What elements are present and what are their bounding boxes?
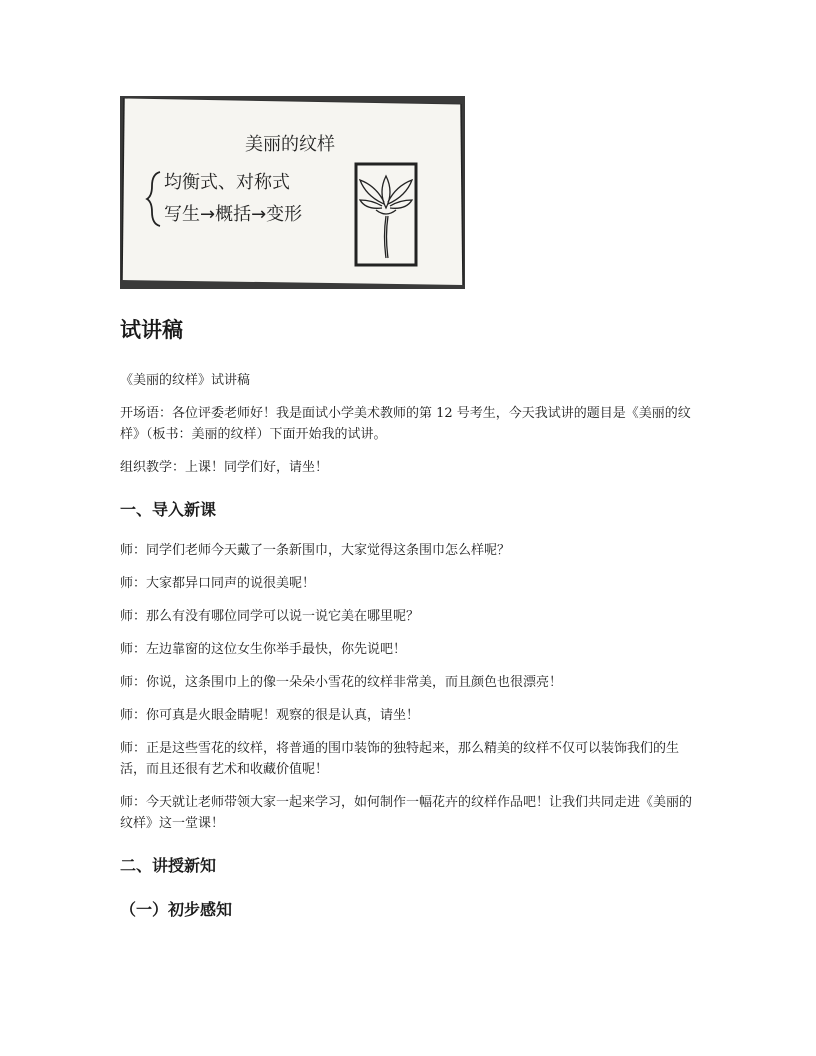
- section2-heading: 二、讲授新知: [120, 856, 217, 875]
- page-title: 试讲稿: [120, 318, 183, 342]
- section1-heading: 一、导入新课: [120, 500, 217, 519]
- dialogue-line: 师：那么有没有哪位同学可以说一说它美在哪里呢？: [120, 609, 420, 624]
- dialogue-line: 师：你说，这条围巾上的像一朵朵小雪花的纹样非常美，而且颜色也很漂亮！: [120, 675, 563, 690]
- board-line1: 均衡式、对称式: [164, 172, 290, 193]
- board-title: 美丽的纹样: [245, 134, 335, 155]
- blackboard-sketch: [120, 96, 465, 289]
- blackboard-photo: [120, 96, 465, 289]
- opening-paragraph: 开场语：各位评委老师好！我是面试小学美术教师的第 12 号考生，今天我试讲的题目是《美丽的纹样》（板书：美丽的纹样）下面开始我的试讲。: [120, 406, 691, 442]
- dialogue-line: 师：你可真是火眼金睛呢！观察的很是认真，请坐！: [120, 708, 420, 723]
- dialogue-line: 师：大家都异口同声的说很美呢！: [120, 576, 316, 591]
- doc-subtitle: 《美丽的纹样》试讲稿: [120, 373, 251, 388]
- document-body: [120, 312, 700, 924]
- dialogue-line: 师：同学们老师今天戴了一条新围巾，大家觉得这条围巾怎么样呢？: [120, 543, 511, 558]
- dialogue-line: 师：左边靠窗的这位女生你举手最快，你先说吧！: [120, 642, 407, 657]
- dialogue-line: 师：今天就让老师带领大家一起来学习，如何制作一幅花卉的纹样作品吧！让我们共同走进《美丽的纹样》这一堂课！: [120, 795, 693, 831]
- organize-paragraph: 组织教学：上课！同学们好，请坐！: [120, 460, 329, 475]
- section2-subheading: （一）初步感知: [120, 900, 233, 919]
- board-line2: 写生→概括→变形: [164, 204, 303, 225]
- dialogue-line: 师：正是这些雪花的纹样，将普通的围巾装饰的独特起来，那么精美的纹样不仅可以装饰我们的生活，而且还很有艺术和收藏价值呢！: [120, 741, 680, 777]
